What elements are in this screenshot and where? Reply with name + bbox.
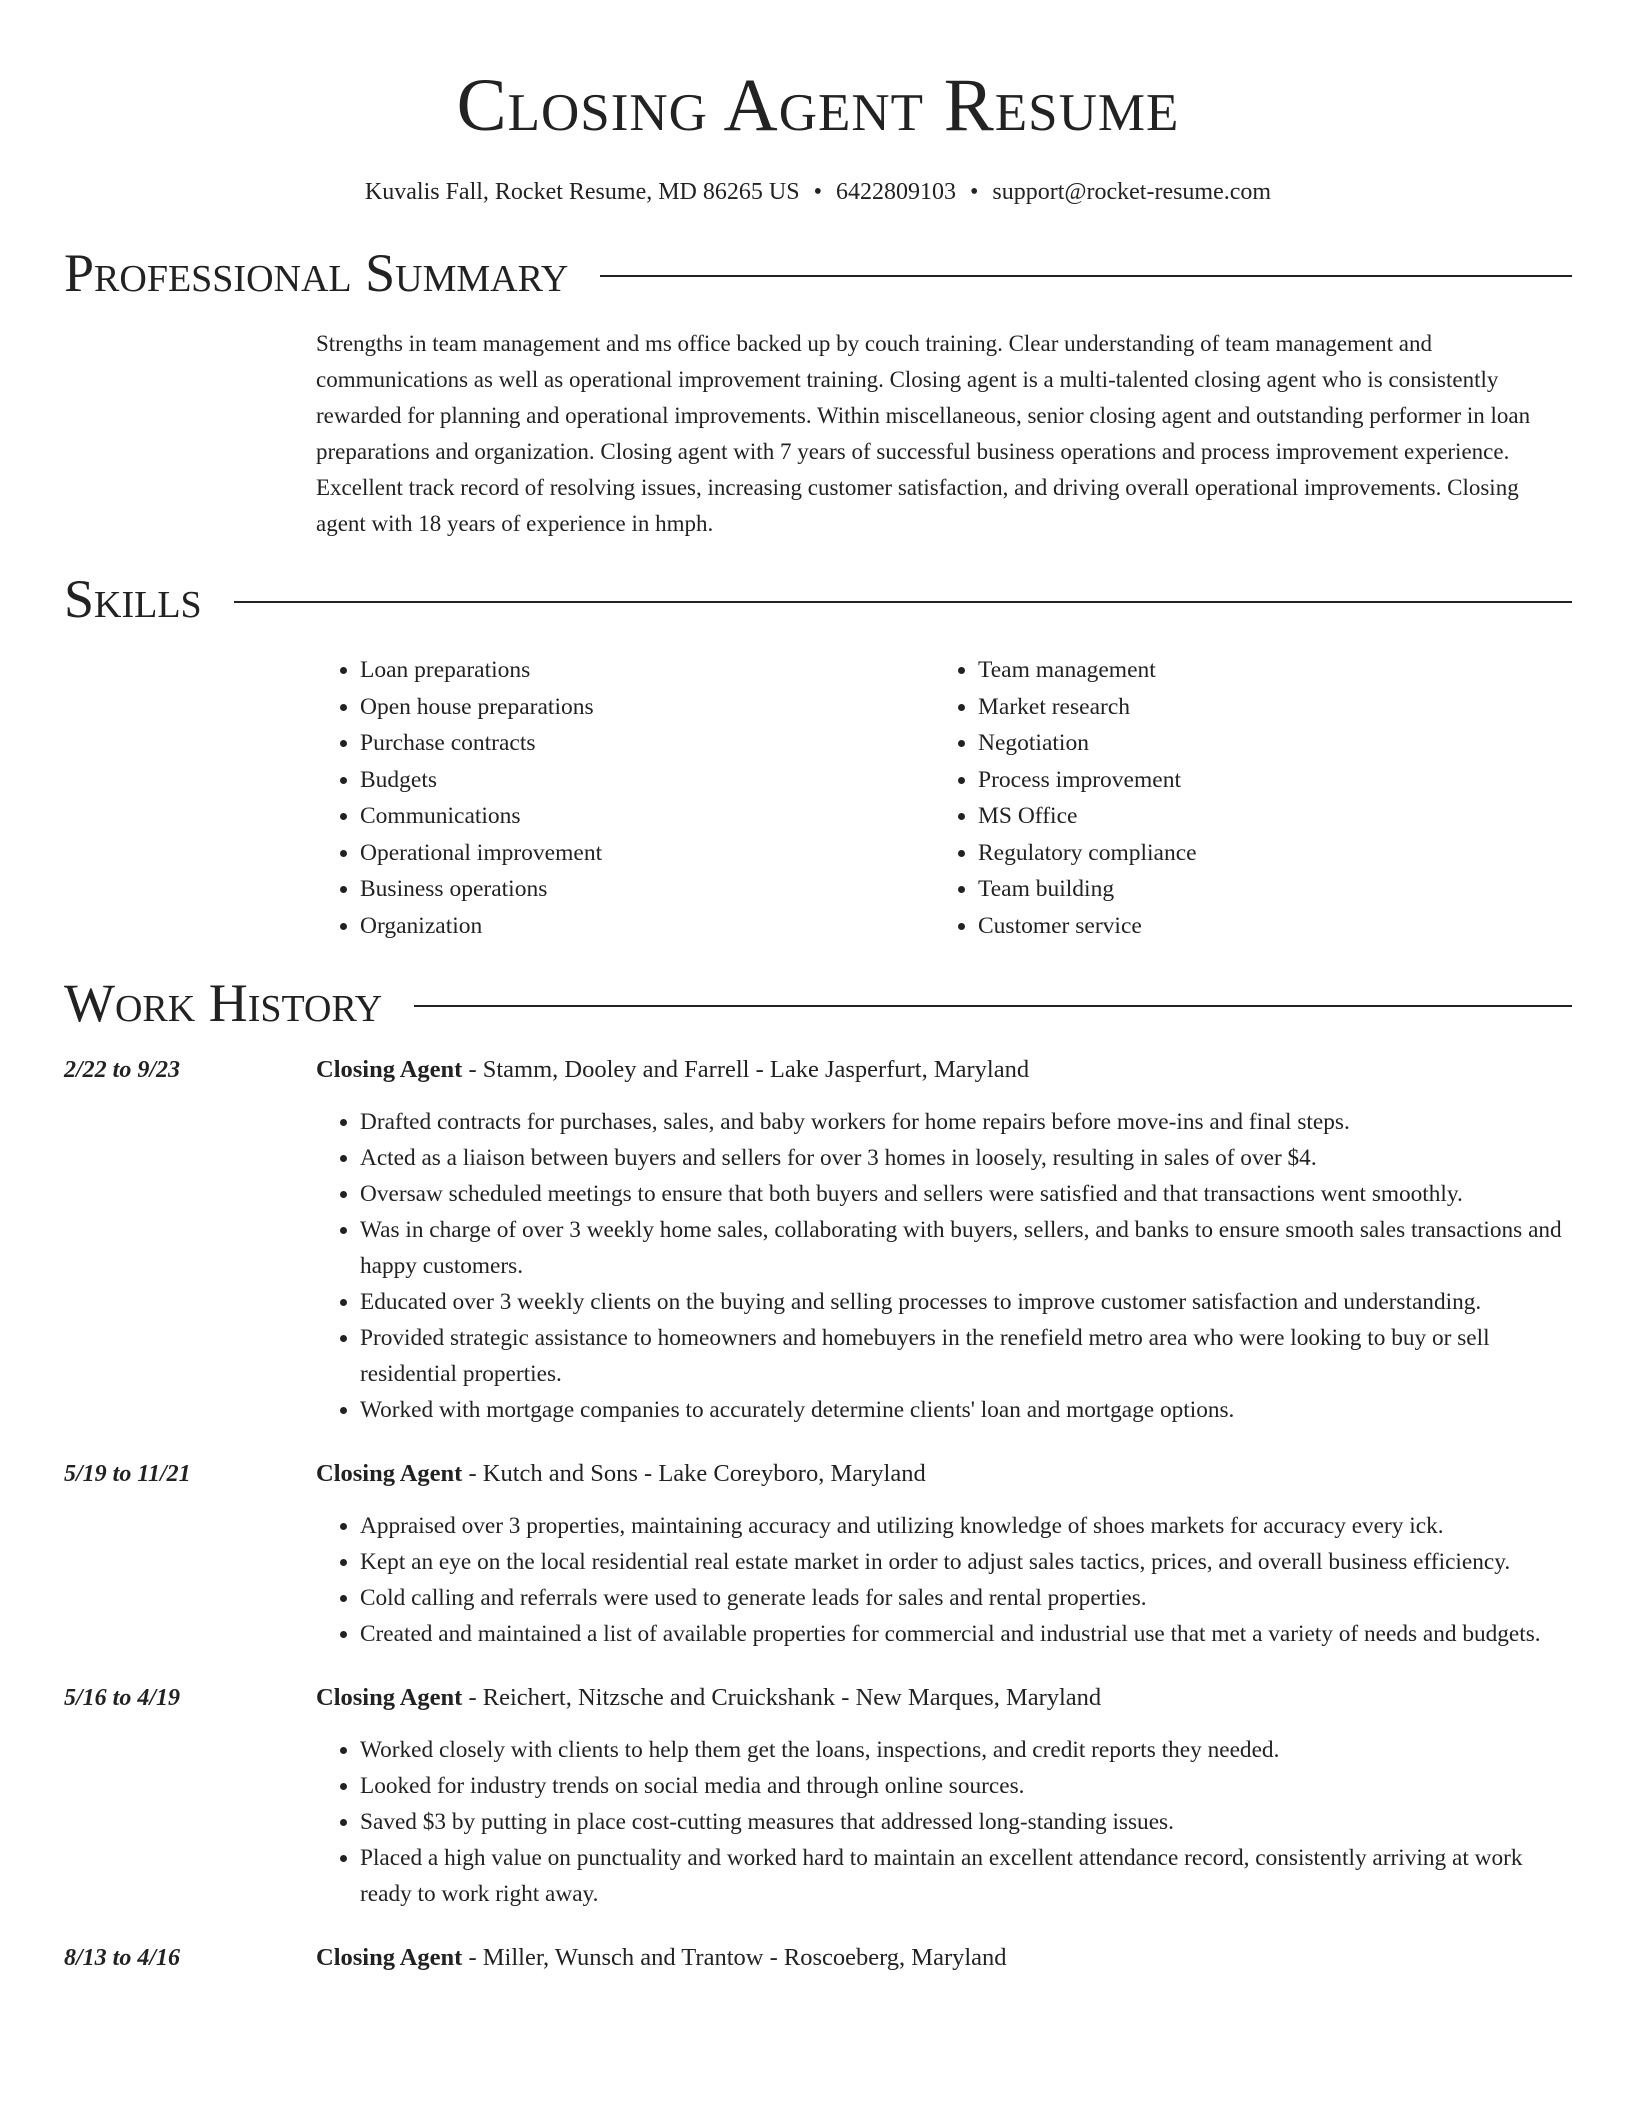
- skill-item: • Organization: [360, 908, 934, 945]
- skill-item: • Regulatory compliance: [978, 835, 1552, 872]
- job-bullet: • Provided strategic assistance to homeowners and homebuyers in the renefield metro area who were looking to buy or sell residential properties.: [360, 1320, 1572, 1392]
- contact-phone: 6422809103: [835, 179, 956, 205]
- job-entry: [64, 1680, 1572, 1912]
- skill-item: • Purchase contracts: [360, 725, 934, 762]
- skills-list: [316, 652, 1572, 944]
- job-bullet: • Acted as a liaison between buyers and sellers for over 3 homes in loosely, resulting in sales of over $4.: [360, 1140, 1572, 1176]
- summary-section-header: [64, 242, 1572, 304]
- job-bullet: • Cold calling and referrals were used to generate leads for sales and rental properties.: [360, 1580, 1572, 1616]
- job-title-line: [316, 1940, 1572, 1976]
- skill-item: • Business operations: [360, 871, 934, 908]
- job-bullet: • Oversaw scheduled meetings to ensure that both buyers and sellers were satisfied and that transactions went smoothly.: [360, 1176, 1572, 1212]
- resume-page: [64, 0, 1572, 1976]
- job-bullet: • Looked for industry trends on social media and through online sources.: [360, 1768, 1572, 1804]
- job-bullets: [316, 1732, 1572, 1912]
- section-divider: [234, 601, 1572, 603]
- job-bullet: • Appraised over 3 properties, maintaining accuracy and utilizing knowledge of shoes markets for accuracy every ick.: [360, 1508, 1572, 1544]
- skill-item: • Communications: [360, 798, 934, 835]
- skill-item: • Negotiation: [978, 725, 1552, 762]
- skill-item: • Loan preparations: [360, 652, 934, 689]
- job-bullet: • Drafted contracts for purchases, sales, and baby workers for home repairs before move-ins and final steps.: [360, 1104, 1572, 1140]
- job-employer: - Kutch and Sons - Lake Coreyboro, Maryland: [462, 1460, 926, 1487]
- job-title-line: [316, 1456, 1572, 1492]
- job-role: Closing Agent: [316, 1056, 463, 1083]
- skills-column-left: [316, 652, 934, 944]
- summary-text: Strengths in team management and ms office backed up by couch training. Clear understanding of team management and communications as well as operational improvement training. Closing agent is a multi-talented closing agent who is consistently rewarded for planning and operational improvements. Within miscellaneous, senior closing agent and outstanding performer in loan preparations and organization. Closing agent with 7 years of successful business operations and process improvement experience. Excellent track record of resolving issues, increasing customer satisfaction, and driving overall operational improvements. Closing agent with 18 years of experience in hmph.: [316, 331, 1531, 536]
- skill-item: • Market research: [978, 689, 1552, 726]
- resume-title: Closing Agent Resume: [456, 64, 1180, 147]
- job-bullet: • Kept an eye on the local residential real estate market in order to adjust sales tactics, prices, and overall business efficiency.: [360, 1544, 1572, 1580]
- contact-separator: •: [969, 179, 979, 205]
- skills-heading: Skills: [64, 569, 202, 629]
- job-body: [316, 1680, 1572, 1912]
- skill-item: • Process improvement: [978, 762, 1552, 799]
- job-bullet: • Placed a high value on punctuality and worked hard to maintain an excellent attendance record, consistently arriving at work ready to work right away.: [360, 1840, 1572, 1912]
- job-employer: - Miller, Wunsch and Trantow - Roscoeberg, Maryland: [462, 1944, 1007, 1971]
- job-bullets: [316, 1508, 1572, 1652]
- contact-separator: •: [813, 179, 822, 205]
- job-employer: - Stamm, Dooley and Farrell - Lake Jasperfurt, Maryland: [462, 1056, 1030, 1083]
- job-entry: [64, 1940, 1572, 1976]
- section-divider: [600, 275, 1572, 277]
- job-employer: - Reichert, Nitzsche and Cruickshank - New Marques, Maryland: [462, 1684, 1102, 1711]
- skill-item: • Open house preparations: [360, 689, 934, 726]
- job-entry: [64, 1456, 1572, 1652]
- section-divider: [414, 1005, 1572, 1007]
- job-title-line: [316, 1680, 1572, 1716]
- job-dates: 8/13 to 4/16: [64, 1945, 181, 1971]
- job-bullet: • Saved $3 by putting in place cost-cutting measures that addressed long-standing issues.: [360, 1804, 1572, 1840]
- skill-item: • Team management: [978, 652, 1552, 689]
- job-role: Closing Agent: [316, 1684, 463, 1711]
- job-dates: 5/19 to 11/21: [64, 1461, 191, 1487]
- job-body: [316, 1456, 1572, 1652]
- job-body: [316, 1940, 1572, 1976]
- job-bullet: • Worked with mortgage companies to accurately determine clients' loan and mortgage options.: [360, 1392, 1572, 1428]
- job-bullet: • Educated over 3 weekly clients on the buying and selling processes to improve customer satisfaction and understanding.: [360, 1284, 1572, 1320]
- job-bullet: • Worked closely with clients to help them get the loans, inspections, and credit reports they needed.: [360, 1732, 1572, 1768]
- skill-item: • Operational improvement: [360, 835, 934, 872]
- skills-column-right: [934, 652, 1552, 944]
- skill-item: • Team building: [978, 871, 1552, 908]
- job-role: Closing Agent: [316, 1944, 463, 1971]
- job-bullets: [316, 1104, 1572, 1428]
- contact-email: support@rocket-resume.com: [992, 179, 1272, 205]
- job-bullet: • Was in charge of over 3 weekly home sales, collaborating with buyers, sellers, and banks to ensure smooth sales transactions and happy customers.: [360, 1212, 1572, 1284]
- skills-section-header: [64, 568, 1572, 630]
- job-dates: 5/16 to 4/19: [64, 1685, 181, 1711]
- job-entry: [64, 1052, 1572, 1428]
- skill-item: • Budgets: [360, 762, 934, 799]
- job-bullet: • Created and maintained a list of available properties for commercial and industrial use that met a variety of needs and budgets.: [360, 1616, 1572, 1652]
- job-body: [316, 1052, 1572, 1428]
- summary-heading: Professional Summary: [64, 243, 569, 303]
- skill-item: • Customer service: [978, 908, 1552, 945]
- job-role: Closing Agent: [316, 1460, 463, 1487]
- work-heading: Work History: [64, 973, 383, 1033]
- skill-item: • MS Office: [978, 798, 1552, 835]
- contact-line: [64, 176, 1572, 208]
- job-dates: 2/22 to 9/23: [64, 1057, 181, 1083]
- job-title-line: [316, 1052, 1572, 1088]
- work-section-header: [64, 972, 1572, 1034]
- contact-address: Kuvalis Fall, Rocket Resume, MD 86265 US: [364, 179, 800, 205]
